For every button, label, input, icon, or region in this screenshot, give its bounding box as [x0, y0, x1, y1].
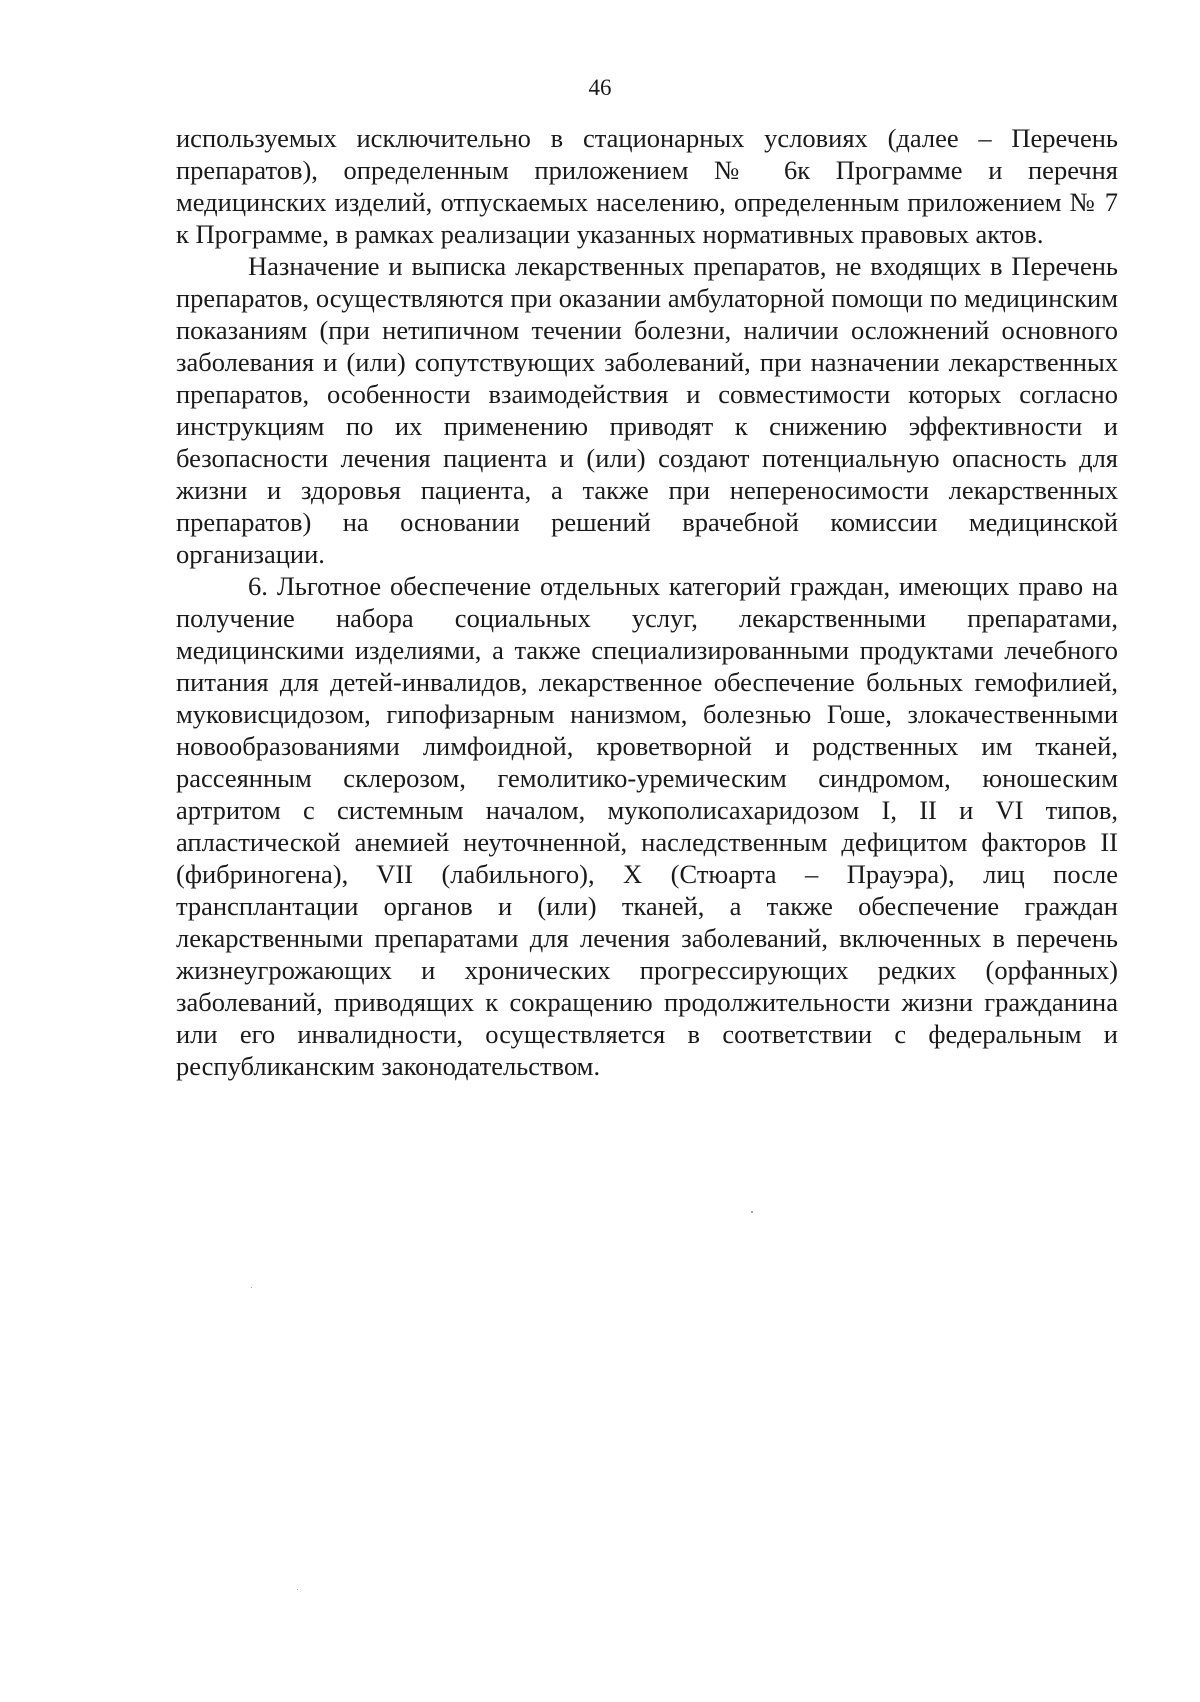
- page-number: 46: [588, 75, 612, 100]
- paragraph-prescription-rules: Назначение и выписка лекарственных препаратов, не входящих в Перечень препаратов, осуществляются при оказании амбулаторной помощи по медицинским показаниям (при нетипичном течении болезни, наличии осложнений основного заболевания и (или) сопутствующих заболеваний, при назначении лекарственных препаратов, особенности взаимодействия и совместимости которых согласно инструкциям по их применению приводят к снижению эффективности и безопасности лечения пациента и (или) создают потенциальную опасность для жизни и здоровья пациента, а также при непереносимости лекарственных препаратов) на основании решений врачебной комиссии медицинской организации.: [176, 251, 1118, 569]
- scan-speck: [297, 1589, 298, 1590]
- body-text: [176, 122, 1118, 1082]
- paragraph-continuation: используемых исключительно в стационарных условиях (далее – Перечень препаратов), определенным приложением № 6к Программе и перечня медицинских изделий, отпускаемых населению, определенным приложением № 7 к Программе, в рамках реализации указанных нормативных правовых актов.: [176, 123, 1118, 249]
- scan-speck: [251, 1287, 252, 1288]
- paragraph-item-6-benefits: 6. Льготное обеспечение отдельных категорий граждан, имеющих право на получение набора социальных услуг, лекарственными препаратами, медицинскими изделиями, а также специализированными продуктами лечебного питания для детей-инвалидов, лекарственное обеспечение больных гемофилией, муковисцидозом, гипофизарным нанизмом, болезнью Гоше, злокачественными новообразованиями лимфоидной, кроветворной и родственных им тканей, рассеянным склерозом, гемолитико-уремическим синдромом, юношеским артритом с системным началом, мукополисахаридозом I, II и VI типов, апластической анемией неуточненной, наследственным дефицитом факторов II (фибриногена), VII (лабильного), X (Стюарта – Прауэра), лиц после трансплантации органов и (или) тканей, а также обеспечение граждан лекарственными препаратами для лечения заболеваний, включенных в перечень жизнеугрожающих и хронических прогрессирующих редких (орфанных) заболеваний, приводящих к сокращению продолжительности жизни гражданина или его инвалидности, осуществляется в соответствии с федеральным и республиканским законодательством.: [176, 571, 1118, 1081]
- scan-speck: [751, 1211, 753, 1213]
